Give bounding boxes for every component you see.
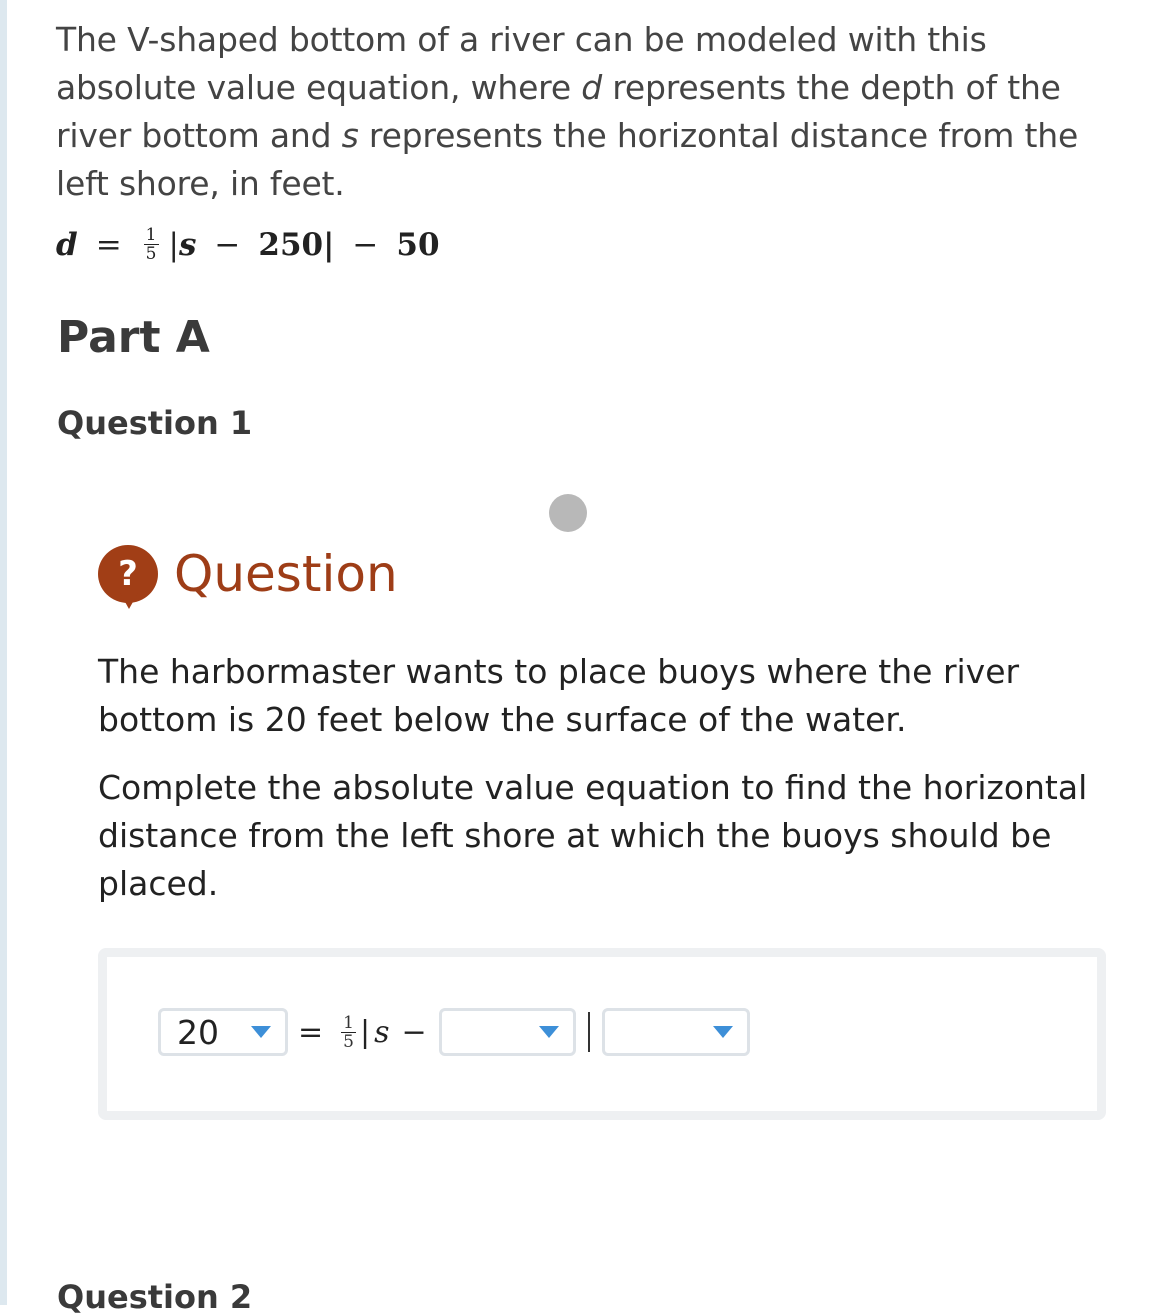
chevron-down-icon <box>539 1026 559 1038</box>
question-prompt-1: The harbormaster wants to place buoys where the river bottom is 20 feet below the surface of the water. <box>98 652 1020 739</box>
left-rail <box>0 0 7 1305</box>
chevron-down-icon <box>251 1026 271 1038</box>
part-title: Part A <box>57 312 210 363</box>
question-label: Question <box>174 545 398 603</box>
question-prompt-2: Complete the absolute value equation to find the horizontal distance from the left shore at which the buoys should be placed. <box>98 768 1088 903</box>
var-s: s <box>341 116 359 155</box>
absolute-value-bar <box>588 1012 590 1052</box>
constant-dropdown[interactable] <box>439 1008 576 1056</box>
depth-dropdown[interactable]: 20 <box>158 1008 288 1056</box>
loading-indicator <box>549 494 587 532</box>
fraction: $\frac{1}{5}$ <box>343 1012 354 1052</box>
problem-intro: The V-shaped bottom of a river can be modeled with this absolute value equation, where d represents the depth of the river bottom and s represents the horizontal distance from the left shore, in feet. <box>56 20 1079 203</box>
offset-dropdown[interactable] <box>602 1008 750 1056</box>
answer-equation: 20 = $\frac{1}{5}$ | s − <box>158 1008 750 1056</box>
model-equation: d = $\frac{1}{5}$ | s − 250| − 50 <box>56 225 440 264</box>
question-icon: ? <box>98 545 160 603</box>
question-heading <box>98 545 398 603</box>
var-d: d <box>581 68 602 107</box>
question-1-title: Question 1 <box>57 404 253 442</box>
chevron-down-icon <box>713 1026 733 1038</box>
fraction: $\frac{1}{5}$ <box>145 225 157 264</box>
question-2-title: Question 2 <box>57 1278 253 1316</box>
